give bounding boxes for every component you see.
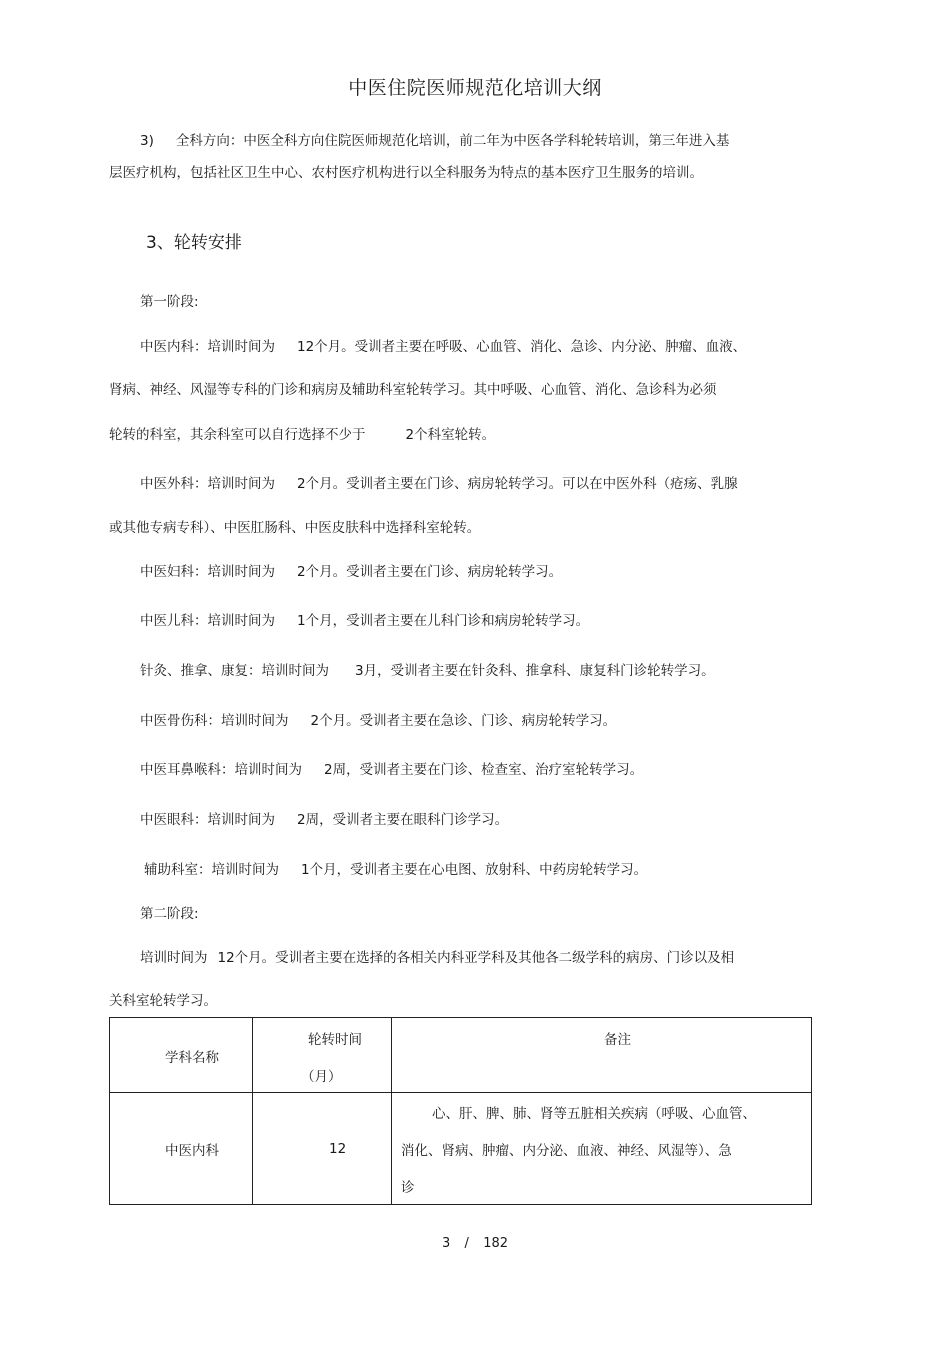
rotation-zhenjiu bbox=[140, 659, 715, 679]
rotation-value: 1个月，受训者主要在儿科门诊和病房轮转学习。 bbox=[297, 613, 590, 629]
page-title: 中医住院医师规范化培训大纲 bbox=[348, 77, 602, 99]
rotation-fuzhu bbox=[144, 858, 647, 878]
stage-one-heading: 第一阶段: bbox=[140, 294, 199, 310]
page-total: 182 bbox=[483, 1236, 509, 1251]
table-cell bbox=[392, 1093, 812, 1205]
rotation-value: 3月，受训者主要在针灸科、推拿科、康复科门诊轮转学习。 bbox=[355, 663, 715, 679]
header-rotation-time: 轮转时间 bbox=[308, 1032, 362, 1048]
paragraph-line: 关科室轮转学习。 bbox=[109, 993, 217, 1009]
stage-two-text bbox=[140, 946, 734, 966]
rotation-value: 2周，受训者主要在门诊、检查室、治疗室轮转学习。 bbox=[324, 762, 644, 778]
stage-two-heading: 第二阶段: bbox=[140, 906, 199, 922]
table-header-cell bbox=[110, 1018, 253, 1093]
rotation-neike bbox=[140, 335, 746, 355]
cell-note-line: 消化、肾病、肿瘤、内分泌、血液、神经、风湿等）、急 bbox=[401, 1143, 732, 1159]
cell-note-line: 诊 bbox=[401, 1180, 415, 1196]
header-remarks: 备注 bbox=[604, 1032, 631, 1048]
rotation-waike bbox=[140, 472, 738, 492]
rotation-value: 12个月。受训者主要在选择的各相关内科亚学科及其他各二级学科的病房、门诊以及相 bbox=[217, 950, 735, 966]
paragraph-line: 肾病、神经、风湿等专科的门诊和病房及辅助科室轮转学习。其中呼吸、心血管、消化、急诊科为必须 bbox=[109, 382, 717, 398]
header-rotation-unit: （月） bbox=[301, 1069, 342, 1085]
paragraph-text: 轮转的科室，其余科室可以自行选择不少于 bbox=[109, 427, 366, 443]
rotation-label: 中医内科：培训时间为 bbox=[140, 339, 275, 355]
paragraph-line bbox=[109, 423, 495, 443]
page-number bbox=[0, 1236, 950, 1251]
table-cell bbox=[110, 1093, 253, 1205]
paragraph-general-direction bbox=[140, 129, 729, 149]
page-separator: / bbox=[464, 1236, 469, 1251]
paragraph-text: 全科方向：中医全科方向住院医师规范化培训，前二年为中医各学科轮转培训，第三年进入基 bbox=[175, 133, 730, 149]
rotation-erbihou bbox=[140, 758, 643, 778]
table-cell bbox=[253, 1093, 392, 1205]
cell-subject: 中医内科 bbox=[165, 1143, 219, 1159]
table-header-cell bbox=[253, 1018, 392, 1093]
header-subject-name: 学科名称 bbox=[165, 1050, 219, 1066]
paragraph-line: 或其他专病专科）、中医肛肠科、中医皮肤科中选择科室轮转。 bbox=[109, 520, 481, 536]
rotation-fuke bbox=[140, 560, 562, 580]
rotation-value: 2周，受训者主要在眼科门诊学习。 bbox=[297, 812, 509, 828]
rotation-label: 中医妇科：培训时间为 bbox=[140, 564, 275, 580]
table-header-cell bbox=[392, 1018, 812, 1093]
rotation-label: 中医外科：培训时间为 bbox=[140, 476, 275, 492]
rotation-label: 培训时间为 bbox=[140, 950, 208, 966]
paragraph-line: 层医疗机构，包括社区卫生中心、农村医疗机构进行以全科服务为特点的基本医疗卫生服务的培训。 bbox=[109, 165, 703, 181]
section-heading: 3、轮转安排 bbox=[146, 233, 242, 253]
paragraph-text: 2个科室轮转。 bbox=[405, 427, 496, 443]
rotation-value: 2个月。受训者主要在门诊、病房轮转学习。可以在中医外科（疮疡、乳腺 bbox=[297, 476, 738, 492]
rotation-label: 针灸、推拿、康复：培训时间为 bbox=[140, 663, 329, 679]
rotation-value: 1个月，受训者主要在心电图、放射科、中药房轮转学习。 bbox=[301, 862, 648, 878]
rotation-label: 辅助科室：培训时间为 bbox=[144, 862, 279, 878]
rotation-value: 12个月。受训者主要在呼吸、心血管、消化、急诊、内分泌、肿瘤、血液、 bbox=[297, 339, 747, 355]
rotation-gushang bbox=[140, 709, 616, 729]
cell-note-line: 心、肝、脾、肺、肾等五脏相关疾病（呼吸、心血管、 bbox=[432, 1106, 756, 1122]
rotation-value: 2个月。受训者主要在门诊、病房轮转学习。 bbox=[297, 564, 563, 580]
rotation-label: 中医耳鼻喉科：培训时间为 bbox=[140, 762, 302, 778]
table-row bbox=[110, 1093, 812, 1205]
rotation-label: 中医骨伤科：培训时间为 bbox=[140, 713, 289, 729]
cell-months: 12 bbox=[329, 1141, 347, 1157]
rotation-label: 中医眼科：培训时间为 bbox=[140, 812, 275, 828]
rotation-table bbox=[109, 1017, 812, 1205]
list-number: 3) bbox=[140, 133, 154, 149]
rotation-erke bbox=[140, 609, 589, 629]
table-header-row bbox=[110, 1018, 812, 1093]
rotation-yanke bbox=[140, 808, 508, 828]
rotation-label: 中医儿科：培训时间为 bbox=[140, 613, 275, 629]
page-current: 3 bbox=[441, 1236, 451, 1251]
rotation-value: 2个月。受训者主要在急诊、门诊、病房轮转学习。 bbox=[310, 713, 617, 729]
